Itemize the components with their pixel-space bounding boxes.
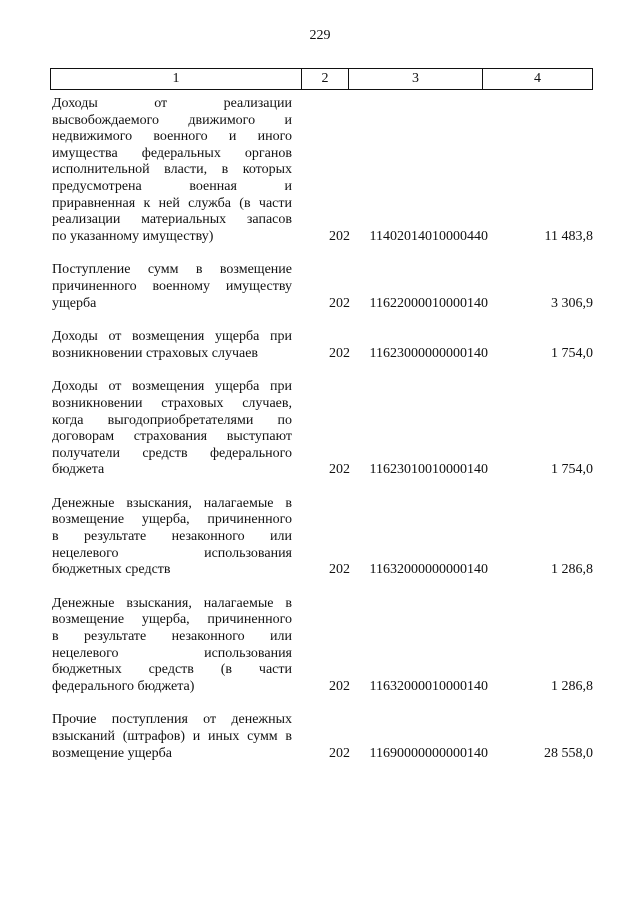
row-admin-code: 202 [329,228,350,244]
description-line: в результате незаконного или [52,629,292,645]
description-line: реализации материальных запасов [52,212,292,228]
description-line: возмещение ущерба, причиненного [52,512,292,528]
column-header-2: 2 [301,69,348,89]
description-line: высвобождаемого движимого и [52,112,292,128]
table-row [52,712,593,762]
row-admin-code: 202 [329,345,350,361]
description-line: взысканий (штрафов) и иных сумм в [52,729,292,744]
row-admin-code: 202 [329,678,350,694]
row-revenue-code: 11632000010000140 [369,678,488,694]
row-amount: 1 286,8 [551,678,593,694]
table-row [52,596,593,696]
row-revenue-code: 11402014010000440 [369,228,488,244]
description-line: Прочие поступления от денежных [52,712,292,728]
description-line: Доходы от возмещения ущерба при [52,329,292,345]
description-line: бюджетных средств (в части [52,662,292,678]
description-line: Доходы от реализации [52,96,292,111]
row-description [52,379,292,479]
table-body [52,96,593,779]
description-line: предусмотрена военная и [52,178,292,194]
description-line: Доходы от возмещения ущерба при [52,379,292,395]
row-revenue-code: 11623010010000140 [369,462,488,478]
description-line: когда выгодоприобретателями по [52,412,292,428]
description-line: ущерба [52,295,97,311]
row-description [52,96,292,245]
description-line: Поступление сумм в возмещение [52,262,292,278]
row-admin-code: 202 [329,295,350,311]
description-line: недвижимого военного и иного [52,129,292,145]
row-description [52,712,292,762]
table-row [52,96,593,245]
description-line: бюджета [52,462,105,478]
column-header-3: 3 [348,69,482,89]
column-header-1: 1 [172,71,180,86]
description-line: Денежные взыскания, налагаемые в [52,595,292,611]
description-line: возмещение ущерба, причиненного [52,612,292,628]
description-line: возмещение ущерба [52,745,172,761]
row-amount: 3 306,9 [551,295,593,311]
table-row [52,262,593,312]
row-amount: 1 754,0 [551,462,593,478]
row-amount: 1 286,8 [551,562,593,578]
row-admin-code: 202 [329,562,350,578]
description-line: нецелевого использования [52,645,292,661]
description-line: приравненная к ней служба (в части [52,195,292,211]
row-revenue-code: 11690000000000140 [369,745,488,761]
description-line: возникновении страховых случаев, [52,395,292,411]
description-line: причиненного военному имуществу [52,278,292,294]
description-line: получатели средств федерального [52,445,292,461]
description-line: исполнительной власти, в которых [52,162,292,178]
row-amount: 1 754,0 [551,345,593,361]
page-number: 229 [309,28,331,43]
row-revenue-code: 11622000010000140 [369,295,488,311]
row-revenue-code: 11623000000000140 [369,345,488,361]
row-amount: 11 483,8 [544,228,593,244]
row-admin-code: 202 [329,745,350,761]
description-line: нецелевого использования [52,545,292,561]
row-description [52,329,292,362]
row-description [52,596,292,696]
description-line: возникновении страховых случаев [52,345,259,361]
description-line: в результате незаконного или [52,529,292,545]
row-description [52,496,292,579]
table-header [50,68,593,90]
table-row [52,379,593,479]
row-amount: 28 558,0 [544,745,593,761]
row-admin-code: 202 [329,462,350,478]
table-row [52,329,593,362]
column-header-4: 4 [482,69,592,89]
description-line: договорам страхования выступают [52,429,292,445]
row-revenue-code: 11632000000000140 [369,562,488,578]
description-line: бюджетных средств [52,562,171,578]
description-line: имущества федеральных органов [52,145,292,161]
row-description [52,262,292,312]
description-line: Денежные взыскания, налагаемые в [52,495,292,511]
table-row [52,496,593,579]
description-line: федерального бюджета) [52,678,195,694]
description-line: по указанному имуществу) [52,228,214,244]
